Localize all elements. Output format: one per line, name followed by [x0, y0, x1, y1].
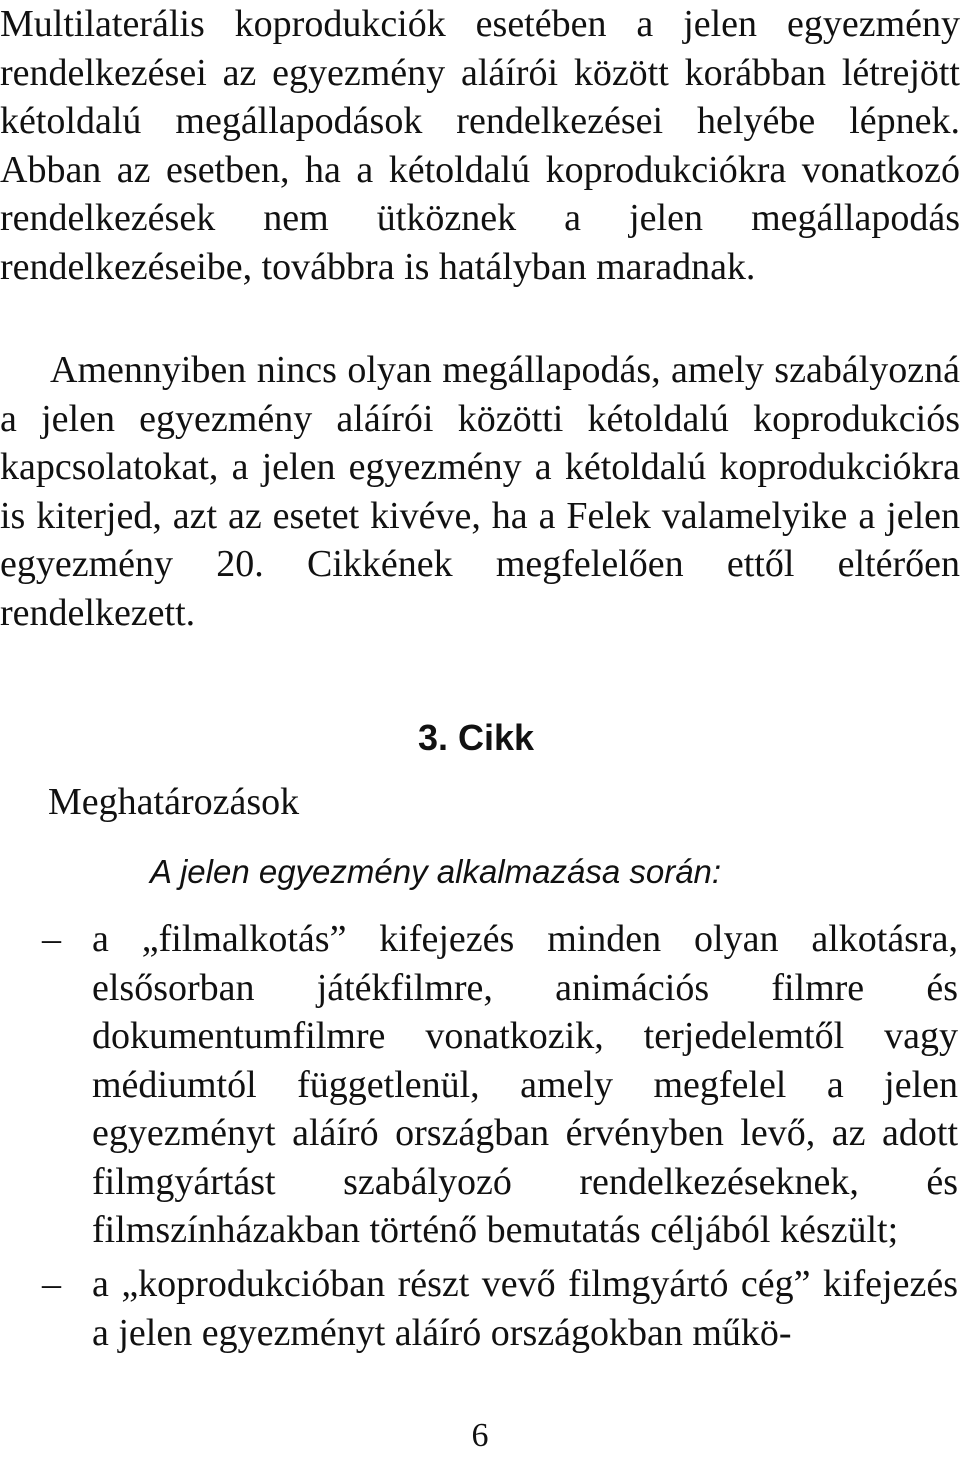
article-number: 3. Cikk: [418, 717, 535, 758]
page-number: 6: [471, 1417, 489, 1454]
definition-text: a „filmalkotás” kifejezés minden olyan alkotásra, elsősorban játékfilmre, animációs filmre és dokumentumfilmre vonatkozik, terjedelemtől vagy médiumtól függetlenül, amely megfelel a jelen egyezményt aláíró országban érvényben levő, az adott filmgyártást szabályozó rendelkezéseknek, és filmszínházakban történő bemutatás céljából készült;: [92, 918, 958, 1251]
definition-text: a „koprodukcióban részt vevő filmgyártó cég” kifejezés a jelen egyezményt aláíró országokban műkö-: [92, 1263, 958, 1354]
paragraph-multilateral: Multilaterális koprodukciók esetében a jelen egyezmény rendelkezései az egyezmény aláírói között korábban létrejött kétoldalú megállapodások rendelkezései helyébe lépnek. Abban az esetben, ha a kétoldalú koprodukciókra vonatkozó rendelkezések nem ütköznek a jelen megállapodás rendelkezéseibe, továbbra is hatályban maradnak.: [0, 3, 960, 288]
definition-dash: –: [42, 1263, 61, 1305]
article-intro: A jelen egyezmény alkalmazása során:: [150, 853, 722, 890]
paragraph-bilateral: Amennyiben nincs olyan megállapodás, amely szabályozná a jelen egyezmény aláírói közötti kétoldalú koprodukciós kapcsolatokat, a jelen egyezmény a kétoldalú koprodukciókra is kiterjed, azt az esetet kivéve, ha a Felek valamelyike a jelen egyezmény 20. Cikkének megfelelően ettől eltérően rendelkezett.: [0, 349, 960, 634]
definition-dash: –: [42, 918, 61, 960]
article-title: Meghatározások: [48, 781, 300, 823]
